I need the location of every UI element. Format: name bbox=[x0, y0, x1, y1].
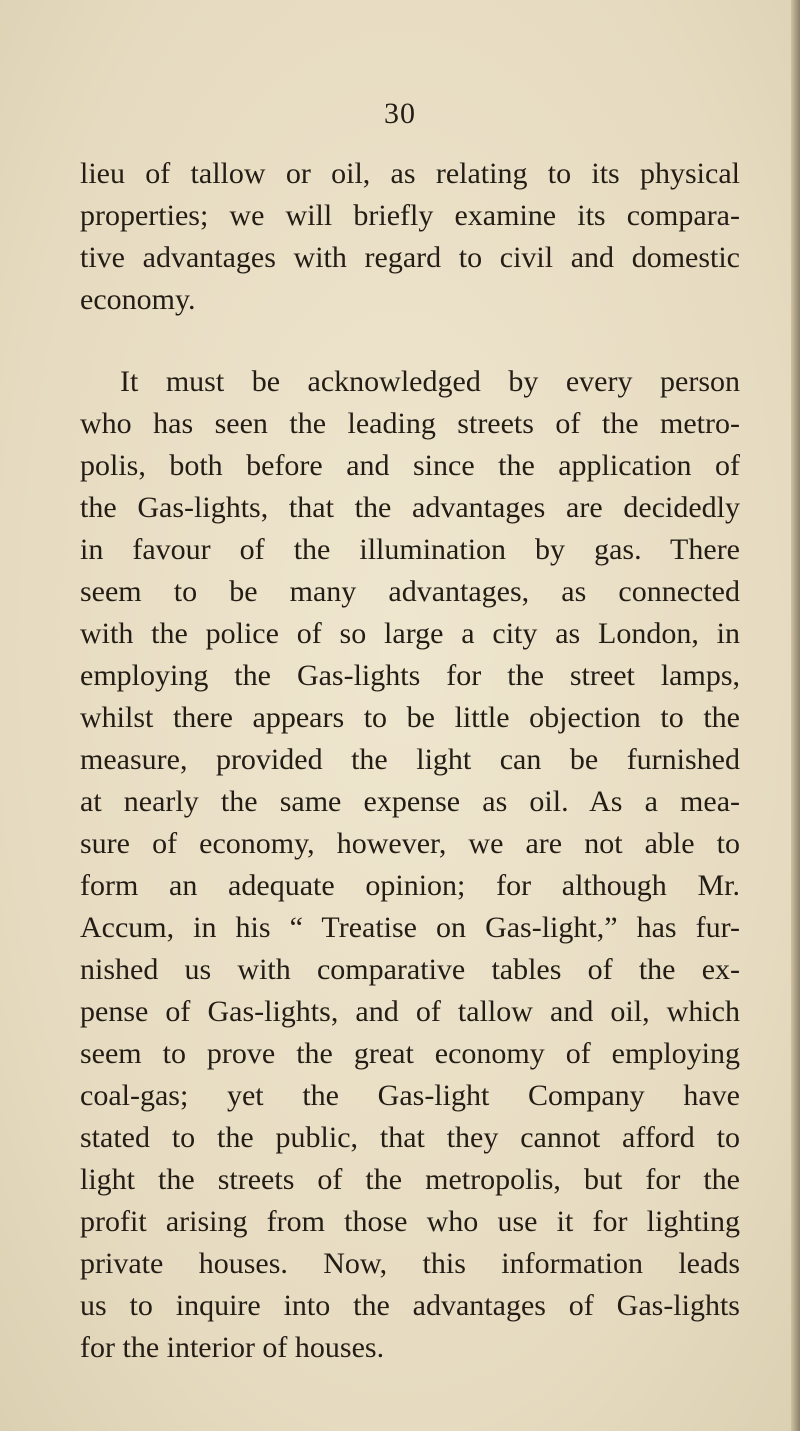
text-line: tive advantages with regard to civil and domestic bbox=[80, 241, 740, 274]
text-line: coal-gas; yet the Gas-light Company have bbox=[80, 1079, 740, 1112]
text-line: at nearly the same expense as oil. As a mea- bbox=[80, 785, 740, 818]
text-line: measure, provided the light can be furnished bbox=[80, 743, 740, 776]
text-line: properties; we will briefly examine its compara- bbox=[80, 199, 740, 232]
text-line: seem to prove the great economy of employing bbox=[80, 1037, 740, 1070]
text-line: Accum, in his “ Treatise on Gas-light,” has fur- bbox=[80, 911, 740, 944]
text-line: in favour of the illumination by gas. There bbox=[80, 533, 740, 566]
text-line: private houses. Now, this information leads bbox=[80, 1247, 740, 1280]
page-edge bbox=[791, 0, 800, 1431]
text-line: form an adequate opinion; for although Mr. bbox=[80, 869, 740, 902]
text-line: pense of Gas-lights, and of tallow and oil, which bbox=[80, 995, 740, 1028]
paragraph-2 bbox=[80, 361, 740, 1369]
text-line: who has seen the leading streets of the metro- bbox=[80, 407, 740, 440]
text-line: lieu of tallow or oil, as relating to its physical bbox=[80, 157, 740, 190]
text-line: sure of economy, however, we are not able to bbox=[80, 827, 740, 860]
text-line: light the streets of the metropolis, but for the bbox=[80, 1163, 740, 1196]
text-line: It must be acknowledged by every person bbox=[120, 365, 740, 398]
page-number: 30 bbox=[384, 97, 416, 130]
text-line: seem to be many advantages, as connected bbox=[80, 575, 740, 608]
text-line: profit arising from those who use it for lighting bbox=[80, 1205, 740, 1238]
text-line: for the interior of houses. bbox=[80, 1331, 385, 1364]
text-line: employing the Gas-lights for the street lamps, bbox=[80, 659, 740, 692]
text-line: us to inquire into the advantages of Gas-lights bbox=[80, 1289, 740, 1322]
text-line: with the police of so large a city as London, in bbox=[80, 617, 740, 650]
text-line: whilst there appears to be little objection to the bbox=[80, 701, 740, 734]
text-line: economy. bbox=[80, 283, 196, 316]
text-line: polis, both before and since the application of bbox=[80, 449, 740, 482]
text-line: the Gas-lights, that the advantages are decidedly bbox=[80, 491, 740, 524]
paragraph-1 bbox=[80, 153, 740, 321]
text-line: stated to the public, that they cannot afford to bbox=[80, 1121, 740, 1154]
body-text bbox=[80, 153, 740, 1369]
text-line: nished us with comparative tables of the ex- bbox=[80, 953, 740, 986]
